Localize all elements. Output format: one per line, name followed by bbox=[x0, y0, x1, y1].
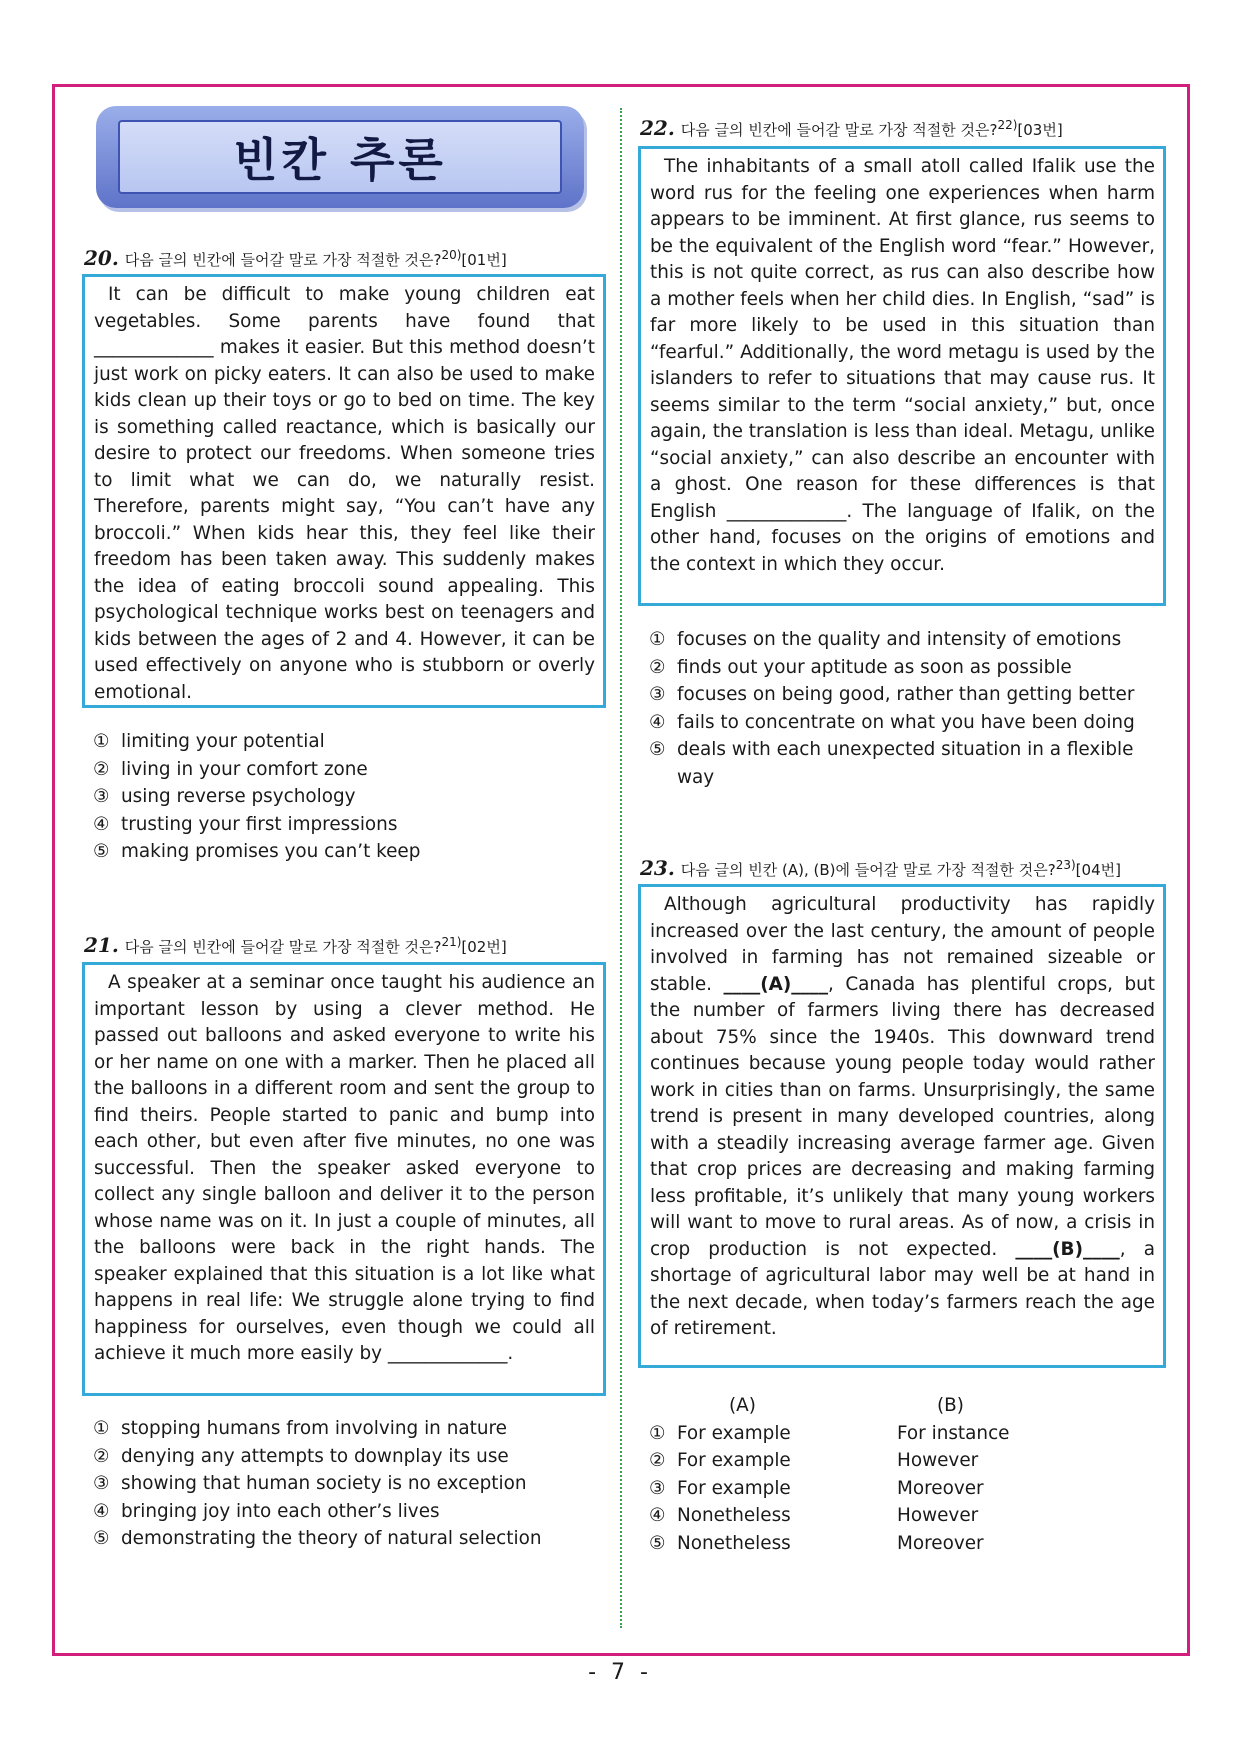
q23-choices-header bbox=[649, 1392, 1010, 1420]
choice-mark: ① bbox=[649, 1422, 666, 1444]
choice-mark: ③ bbox=[649, 1477, 666, 1499]
q20-choices bbox=[93, 728, 593, 866]
q20-choice-1[interactable] bbox=[93, 728, 593, 756]
q23-passage-part1: Although agricultural productivity has rapidly increased over the last century, the amount of people involved in farming has not remained sizeable or stable. bbox=[650, 894, 1155, 995]
q21-ref: 21) bbox=[441, 935, 462, 949]
q21-code: [02번] bbox=[461, 938, 507, 956]
q20-choice-5[interactable] bbox=[93, 838, 593, 866]
q20-passage: It can be difficult to make young children eat vegetables. Some parents have found that _____________ makes it easier. But this method doesn’t just work on picky eaters. It can also be used to make kids clean up their toys or go to bed on time. The key is something called reactance, which is basically our desire to protect our freedoms. When someone tries to limit what we can do, we naturally resist. Therefore, parents might say, “You can’t have any broccoli.” When kids hear this, they feel like their freedom has been taken away. This suddenly makes the idea of eating broccoli sound appealing. This psychological technique works best on teenagers and kids between the ages of 2 and 4. However, it can be used effectively on anyone who is stubborn or overly emotional. bbox=[94, 284, 595, 703]
q23-choice-1[interactable] bbox=[649, 1420, 1010, 1448]
choice-mark: ① bbox=[93, 1418, 110, 1439]
q20-ref: 20) bbox=[441, 248, 462, 262]
q22-choice-3[interactable] bbox=[649, 681, 1161, 709]
column-divider bbox=[620, 108, 622, 1628]
choice-a: Nonetheless bbox=[677, 1505, 791, 1527]
q23-blank-a: ____(A)____ bbox=[723, 973, 829, 995]
q21-choice-2[interactable] bbox=[93, 1443, 593, 1471]
choice-a: Nonetheless bbox=[677, 1532, 791, 1554]
q23-choices bbox=[649, 1392, 1010, 1558]
choice-b: For instance bbox=[897, 1422, 1010, 1444]
choice-b: However bbox=[897, 1450, 979, 1472]
choice-mark: ② bbox=[93, 758, 110, 780]
q23-instruction: 다음 글의 빈칸 (A), (B)에 들어갈 말로 가장 적절한 것은? bbox=[680, 861, 1056, 879]
q21-instruction: 다음 글의 빈칸에 들어갈 말로 가장 적절한 것은? bbox=[124, 938, 442, 956]
q22-choice-5[interactable] bbox=[649, 736, 1161, 791]
q22-passage: The inhabitants of a small atoll called Ifalik use the word rus for the feeling one experiences when harm appears to be imminent. At first glance, rus seems to be the equivalent of the English word “fear.” However, this is not quite correct, as rus can also describe how a mother feels when her child dies. In English, “sad” is far more likely to be used in this situation than “fearful.” Additionally, the word metagu is used by the islanders to refer to situations that may cause rus. It seems similar to the term “social anxiety,” but, once again, the translation is less than ideal. Metagu, unlike “social anxiety,” can also describe an encounter with a ghost. One reason for these differences is that English _____________. The language of Ifalik, on the other hand, focuses on the origins of emotions and the context in which they occur. bbox=[650, 156, 1155, 575]
choice-a: For example bbox=[677, 1450, 791, 1472]
q23-code: [04번] bbox=[1075, 861, 1121, 879]
choice-b: However bbox=[897, 1505, 979, 1527]
q22-choice-2[interactable] bbox=[649, 654, 1161, 682]
section-title: 빈칸 추론 bbox=[233, 133, 447, 187]
q21-passage: A speaker at a seminar once taught his audience an important lesson by using a clever method. He passed out balloons and asked everyone to write his or her name on one with a marker. Then he placed all the balloons in a different room and sent the group to find theirs. People started to panic and bump into each other, but even after five minutes, no one was successful. Then the speaker asked everyone to collect any single balloon and deliver it to the person whose name was on it. In just a couple of minutes, all the balloons were back in the right hands. The speaker explained that this situation is a lot like what happens in real life: We struggle alone trying to find happiness for ourselves, even though we could all achieve it much more easily by _____________. bbox=[94, 972, 595, 1364]
q23-blank-b: ____(B)____ bbox=[1015, 1238, 1120, 1260]
q22-number: 22. bbox=[640, 116, 675, 140]
choice-mark: ④ bbox=[649, 1505, 666, 1527]
choice-text: stopping humans from involving in nature bbox=[121, 1418, 507, 1439]
q20-instruction: 다음 글의 빈칸에 들어갈 말로 가장 적절한 것은? bbox=[124, 251, 442, 269]
choice-text: limiting your potential bbox=[121, 731, 325, 752]
q20-choice-2[interactable] bbox=[93, 756, 593, 784]
q22-choice-1[interactable] bbox=[649, 626, 1161, 654]
q22-choice-4[interactable] bbox=[649, 709, 1161, 737]
choice-mark: ② bbox=[649, 656, 666, 678]
choice-text: making promises you can’t keep bbox=[121, 841, 421, 863]
choice-mark: ⑤ bbox=[649, 1532, 666, 1554]
q23-passage bbox=[650, 892, 1155, 1343]
q20-number: 20. bbox=[84, 246, 119, 270]
choice-mark: ② bbox=[649, 1450, 666, 1472]
q20-header bbox=[84, 246, 507, 270]
choice-text: denying any attempts to downplay its use bbox=[121, 1445, 509, 1467]
q21-choice-3[interactable] bbox=[93, 1470, 593, 1498]
choice-a: For example bbox=[677, 1422, 791, 1444]
col-b-label: (B) bbox=[937, 1395, 964, 1416]
choice-mark: ⑤ bbox=[93, 1528, 110, 1550]
q23-choice-4[interactable] bbox=[649, 1502, 1010, 1530]
choice-text: demonstrating the theory of natural selection bbox=[121, 1528, 542, 1550]
q21-header bbox=[84, 933, 507, 957]
choice-a: For example bbox=[677, 1477, 791, 1499]
q20-passage-box bbox=[82, 274, 606, 708]
choice-b: Moreover bbox=[897, 1477, 984, 1499]
section-banner bbox=[96, 106, 584, 208]
choice-text: bringing joy into each other’s lives bbox=[121, 1500, 440, 1522]
q22-passage-box bbox=[638, 146, 1166, 606]
q23-header bbox=[640, 856, 1121, 880]
choice-b: Moreover bbox=[897, 1532, 984, 1554]
choice-mark: ③ bbox=[93, 1473, 110, 1495]
q23-ref: 23) bbox=[1055, 858, 1076, 872]
q21-number: 21. bbox=[84, 933, 119, 957]
choice-text: using reverse psychology bbox=[121, 786, 356, 808]
q23-passage-box bbox=[638, 884, 1166, 1368]
choice-mark: ① bbox=[649, 629, 666, 650]
q21-choice-1[interactable] bbox=[93, 1415, 593, 1443]
q23-number: 23. bbox=[640, 856, 675, 880]
q20-choice-4[interactable] bbox=[93, 811, 593, 839]
choice-text: showing that human society is no exception bbox=[121, 1473, 527, 1495]
q21-choice-4[interactable] bbox=[93, 1498, 593, 1526]
choice-mark: ③ bbox=[649, 684, 666, 706]
choice-mark: ④ bbox=[649, 711, 666, 733]
choice-text: finds out your aptitude as soon as possible bbox=[677, 656, 1072, 678]
q23-passage-part2: , Canada has plentiful crops, but the number of farmers living there has decreased about 75% since the 1940s. This downward trend continues because young people today would rather work in cities than on farms. Unsurprisingly, the same trend is present in many developed countries, along with a steadily increasing average farmer age. Given that crop prices are decreasing and making farming less profitable, it’s unlikely that many young workers will want to move to rural areas. As of now, a crisis in crop production is not expected. bbox=[650, 973, 1155, 1260]
choice-mark: ⑤ bbox=[649, 739, 666, 761]
section-banner-inner bbox=[118, 120, 562, 194]
choice-text: trusting your first impressions bbox=[121, 813, 398, 835]
q22-ref: 22) bbox=[997, 118, 1018, 132]
choice-mark: ① bbox=[93, 731, 110, 752]
q21-choices bbox=[93, 1415, 593, 1553]
q23-choice-2[interactable] bbox=[649, 1447, 1010, 1475]
choice-text: focuses on the quality and intensity of emotions bbox=[677, 629, 1122, 650]
q21-choice-5[interactable] bbox=[93, 1525, 593, 1553]
choice-mark: ④ bbox=[93, 813, 110, 835]
q22-code: [03번] bbox=[1017, 121, 1063, 139]
choice-text: living in your comfort zone bbox=[121, 758, 368, 780]
choice-text: fails to concentrate on what you have been doing bbox=[677, 711, 1135, 733]
q22-instruction: 다음 글의 빈칸에 들어갈 말로 가장 적절한 것은? bbox=[680, 121, 998, 139]
q20-choice-3[interactable] bbox=[93, 783, 593, 811]
choice-mark: ⑤ bbox=[93, 841, 110, 863]
choice-mark: ③ bbox=[93, 786, 110, 808]
page-number: - 7 - bbox=[588, 1660, 652, 1685]
q23-choice-5[interactable] bbox=[649, 1530, 1010, 1558]
choice-mark: ④ bbox=[93, 1500, 110, 1522]
q21-passage-box bbox=[82, 962, 606, 1396]
q23-passage-part3: , a shortage of agricultural labor may well be at hand in the next decade, when today’s farmers reach the age of retirement. bbox=[650, 1238, 1155, 1339]
col-a-label: (A) bbox=[729, 1395, 756, 1416]
choice-text: focuses on being good, rather than getting better bbox=[677, 684, 1135, 706]
q23-choice-3[interactable] bbox=[649, 1475, 1010, 1503]
q22-header bbox=[640, 116, 1063, 140]
q20-code: [01번] bbox=[461, 251, 507, 269]
choice-mark: ② bbox=[93, 1445, 110, 1467]
q22-choices bbox=[649, 626, 1161, 792]
choice-text: deals with each unexpected situation in a flexible way bbox=[677, 739, 1134, 788]
